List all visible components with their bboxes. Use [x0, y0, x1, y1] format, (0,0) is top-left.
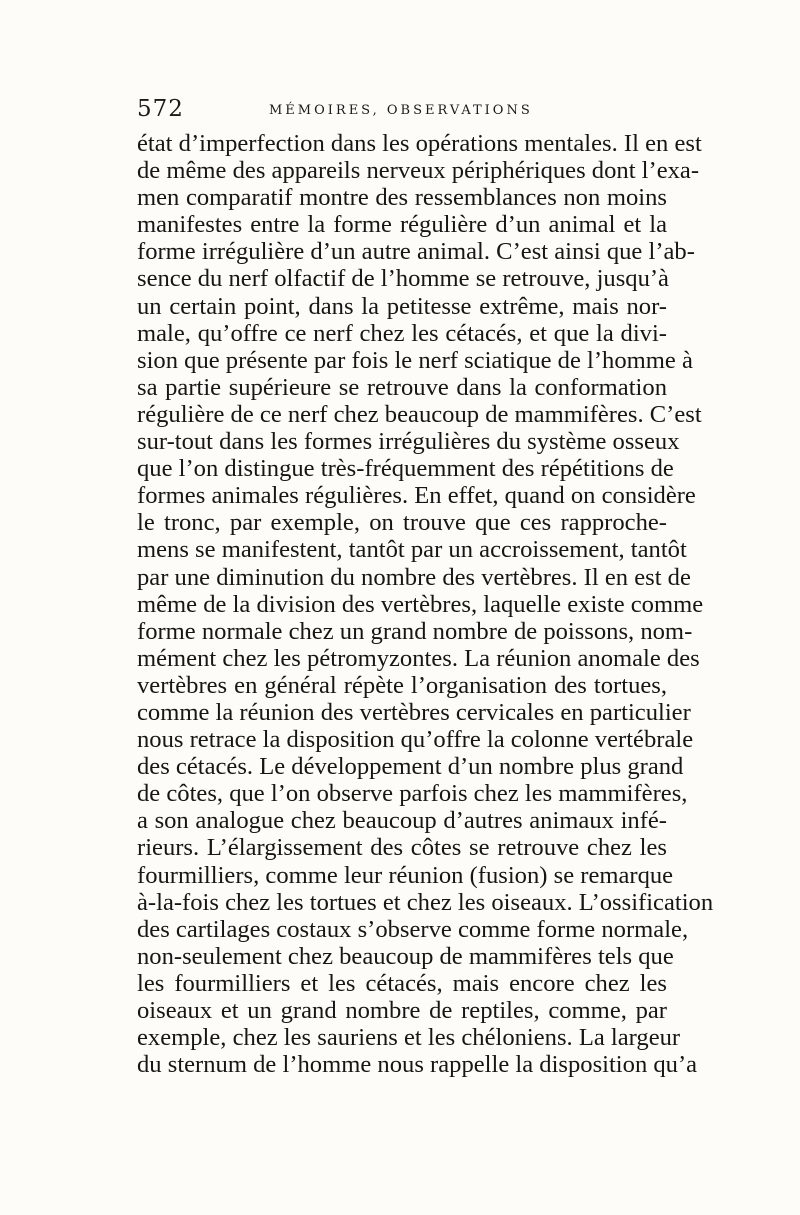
text-line: sence du nerf olfactif de l’homme se retrouve, jusqu’à [137, 265, 669, 293]
text-line: un certain point, dans la petitesse extrême, mais nor- [137, 292, 667, 320]
text-line: que l’on distingue très-fréquemment des répétitions de [137, 455, 674, 483]
text-line: de côtes, que l’on observe parfois chez les mammifères, [137, 780, 688, 808]
text-line: régulière de ce nerf chez beaucoup de mammifères. C’est [137, 400, 702, 428]
text-line: mens se manifestent, tantôt par un accroissement, tantôt [137, 536, 687, 564]
text-line: à-la-fois chez les tortues et chez les oiseaux. L’ossification [137, 888, 714, 916]
text-line: manifestes entre la forme régulière d’un animal et la [137, 211, 667, 239]
text-line: mément chez les pétromyzontes. La réunion anomale des [137, 644, 700, 672]
text-line: oiseaux et un grand nombre de reptiles, comme, par [137, 997, 667, 1024]
text-line: comme la réunion des vertèbres cervicales en particulier [137, 698, 691, 726]
text-line: men comparatif montre des ressemblances non moins [137, 184, 667, 212]
text-line: par une diminution du nombre des vertèbres. Il en est de [137, 563, 691, 591]
text-line: sion que présente par fois le nerf sciatique de l’homme à [137, 346, 693, 374]
text-line: du sternum de l’homme nous rappelle la disposition qu’a [137, 1051, 698, 1079]
text-line: forme normale chez un grand nombre de poissons, nom- [137, 617, 693, 645]
text-line: des cétacés. Le développement d’un nombre plus grand [137, 753, 684, 781]
text-line: état d’imperfection dans les opérations mentales. Il en est [137, 130, 702, 157]
text-line: formes animales régulières. En effet, quand on considère [137, 482, 696, 510]
text-line: forme irrégulière d’un autre animal. C’est ainsi que l’ab- [137, 238, 695, 266]
text-line: non-seulement chez beaucoup de mammifères tels que [137, 942, 674, 970]
text-line: rieurs. L’élargissement des côtes se retrouve chez les [137, 834, 667, 862]
text-line: fourmilliers, comme leur réunion (fusion) se remarque [137, 861, 674, 889]
running-head [137, 96, 667, 126]
text-line: le tronc, par exemple, on trouve que ces rapproche- [137, 509, 667, 537]
text-line: vertèbres en général répète l’organisation des tortues, [137, 671, 667, 699]
text-line: même de la division des vertèbres, laquelle existe comme [137, 590, 704, 618]
text-line: des cartilages costaux s’observe comme forme normale, [137, 915, 689, 943]
text-line: exemple, chez les sauriens et les chéloniens. La largeur [137, 1024, 681, 1052]
text-line: a son analogue chez beaucoup d’autres animaux infé- [137, 807, 667, 835]
text-line: de même des appareils nerveux périphériques dont l’exa- [137, 157, 700, 185]
text-line: sur-tout dans les formes irrégulières du système osseux [137, 428, 680, 456]
page-number: 572 [137, 96, 184, 122]
text-line: sa partie supérieure se retrouve dans la conformation [137, 373, 667, 401]
running-title: MÉMOIRES, OBSERVATIONS [269, 103, 533, 118]
text-line: male, qu’offre ce nerf chez les cétacés, et que la divi- [137, 319, 667, 347]
text-line: nous retrace la disposition qu’offre la colonne vertébrale [137, 726, 694, 754]
text-line: les fourmilliers et les cétacés, mais encore chez les [137, 969, 667, 997]
body-text [137, 130, 714, 1079]
